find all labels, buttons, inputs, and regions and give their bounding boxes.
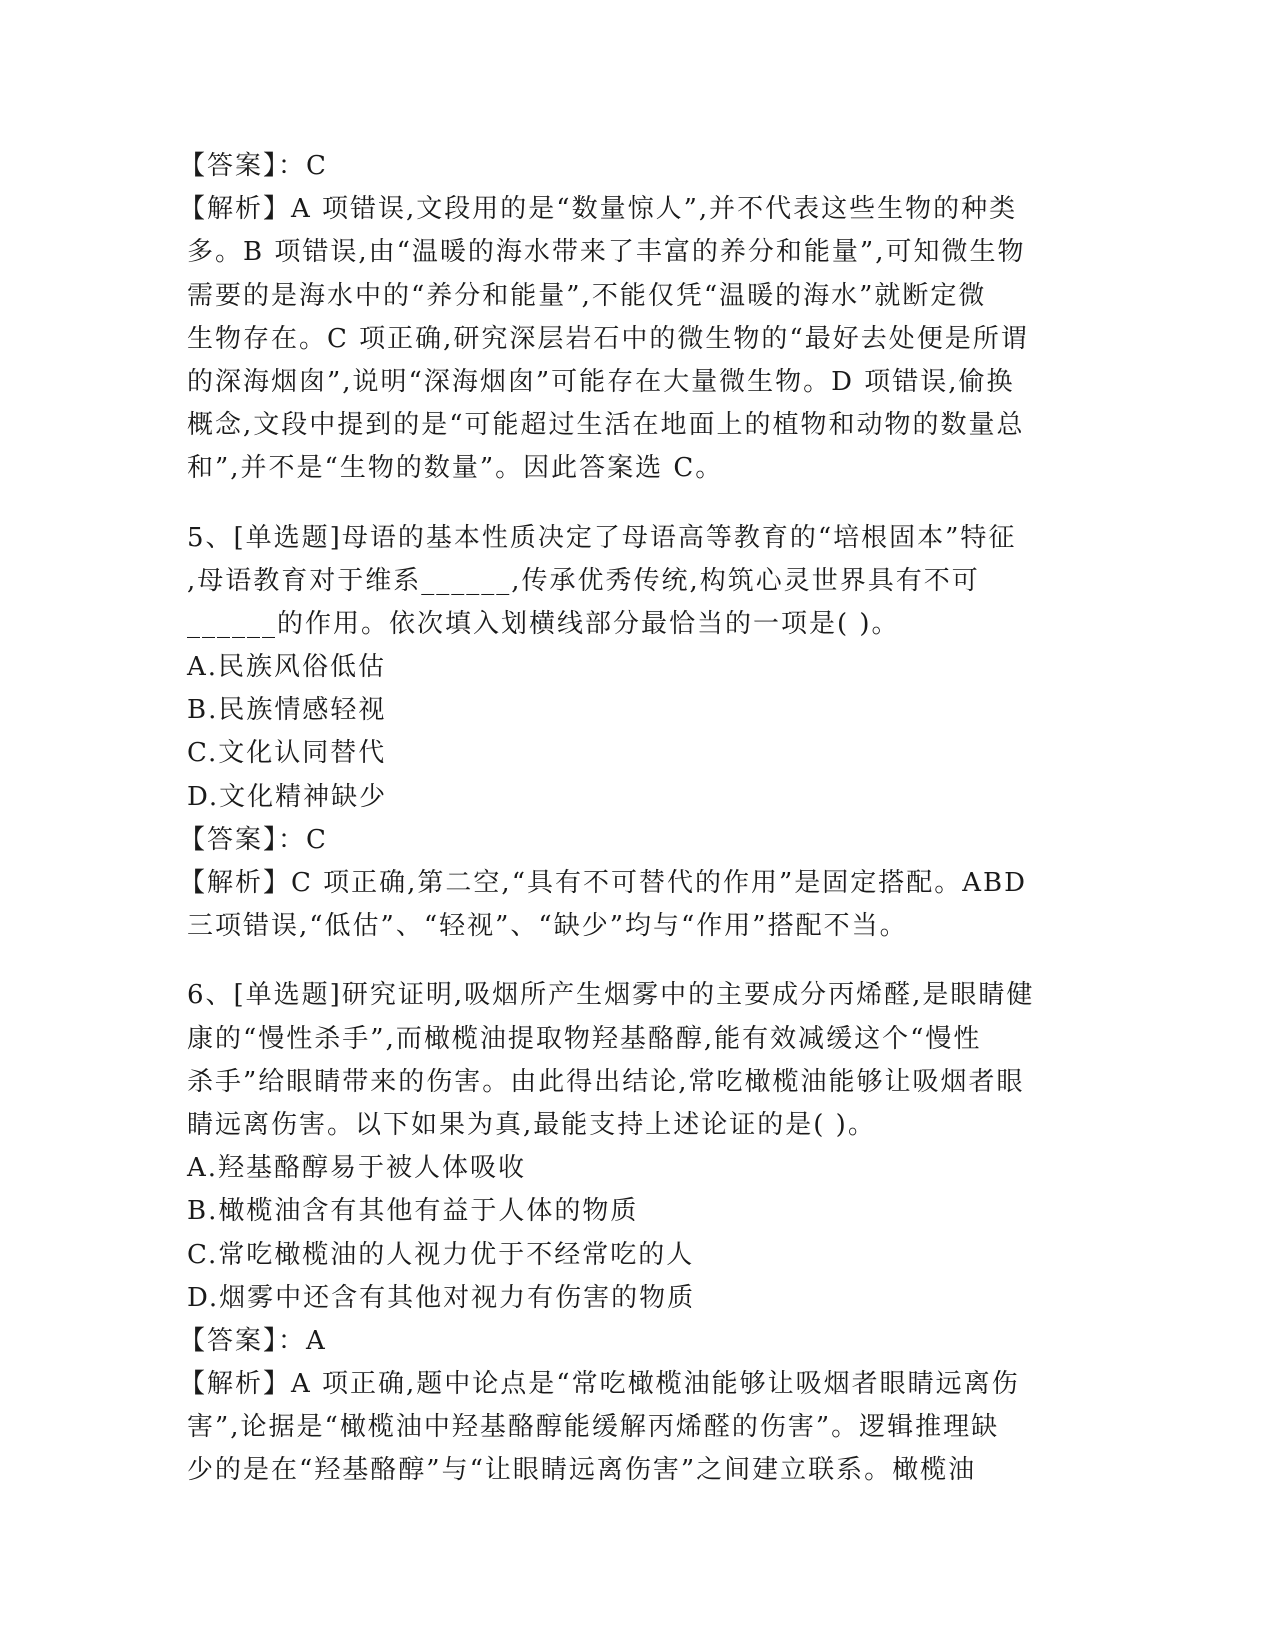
- explanation-line: 和”,并不是“生物的数量”。因此答案选 C。: [187, 453, 724, 484]
- option-d: D.文化精神缺少: [187, 781, 388, 812]
- paragraph-gap: [187, 491, 1087, 517]
- explanation-line: 的深海烟囱”,说明“深海烟囱”可能存在大量微生物。D 项错误,偷换: [187, 366, 1015, 397]
- explanation-line: 生物存在。C 项正确,研究深层岩石中的微生物的“最好去处便是所谓: [187, 323, 1029, 354]
- explanation-line: 多。B 项错误,由“温暖的海水带来了丰富的养分和能量”,可知微生物: [187, 237, 1026, 268]
- option-c: C.文化认同替代: [187, 738, 387, 769]
- question-stem-line: 康的“慢性杀手”,而橄榄油提取物羟基酪醇,能有效减缓这个“慢性: [187, 1023, 982, 1054]
- explanation-line: 三项错误,“低估”、“轻视”、“缺少”均与“作用”搭配不当。: [187, 911, 908, 942]
- option-a: A.羟基酪醇易于被人体吸收: [187, 1153, 527, 1184]
- answer-line: 【答案】：A: [179, 1325, 327, 1356]
- option-a: A.民族风俗低估: [187, 652, 387, 683]
- explanation-line: 需要的是海水中的“养分和能量”,不能仅凭“温暖的海水”就断定微: [187, 280, 987, 311]
- question-6: [179, 974, 1087, 1492]
- question-5: [179, 517, 1087, 949]
- question-stem-line: 6、[单选题]研究证明,吸烟所产生烟雾中的主要成分丙烯醛,是眼睛健: [187, 980, 1035, 1011]
- option-d: D.烟雾中还含有其他对视力有伤害的物质: [187, 1282, 696, 1313]
- explanation-line: 害”,论据是“橄榄油中羟基酪醇能缓解丙烯醛的伤害”。逻辑推理缺: [187, 1412, 1000, 1443]
- question-stem-line: ______的作用。依次填入划横线部分最恰当的一项是( )。: [187, 608, 900, 639]
- answer-line: 【答案】：C: [179, 824, 328, 855]
- question-stem-line: 5、[单选题]母语的基本性质决定了母语高等教育的“培根固本”特征: [187, 522, 1017, 553]
- question-stem-line: 杀手”给眼睛带来的伤害。由此得出结论,常吃橄榄油能够让吸烟者眼: [187, 1066, 1025, 1097]
- explanation-line: 【解析】A 项正确,题中论点是“常吃橄榄油能够让吸烟者眼睛远离伤: [179, 1369, 1020, 1400]
- question-stem-line: 睛远离伤害。以下如果为真,最能支持上述论证的是( )。: [187, 1109, 876, 1140]
- explanation-line: 少的是在“羟基酪醇”与“让眼睛远离伤害”之间建立联系。橄榄油: [187, 1455, 977, 1486]
- explanation-line: 【解析】C 项正确,第二空,“具有不可替代的作用”是固定搭配。ABD: [179, 868, 1028, 898]
- document-page: [179, 145, 1087, 1493]
- explanation-line: 【解析】A 项错误,文段用的是“数量惊人”,并不代表这些生物的种类: [179, 194, 1018, 225]
- question-stem-line: ,母语教育对于维系______,传承优秀传统,构筑心灵世界具有不可: [187, 565, 980, 596]
- option-b: B.橄榄油含有其他有益于人体的物质: [187, 1196, 639, 1227]
- paragraph-gap: [187, 948, 1087, 974]
- question-4-explanation: [179, 145, 1087, 491]
- option-b: B.民族情感轻视: [187, 695, 387, 726]
- explanation-line: 概念,文段中提到的是“可能超过生活在地面上的植物和动物的数量总: [187, 410, 1025, 441]
- answer-line: 【答案】：C: [179, 151, 328, 181]
- option-c: C.常吃橄榄油的人视力优于不经常吃的人: [187, 1239, 695, 1270]
